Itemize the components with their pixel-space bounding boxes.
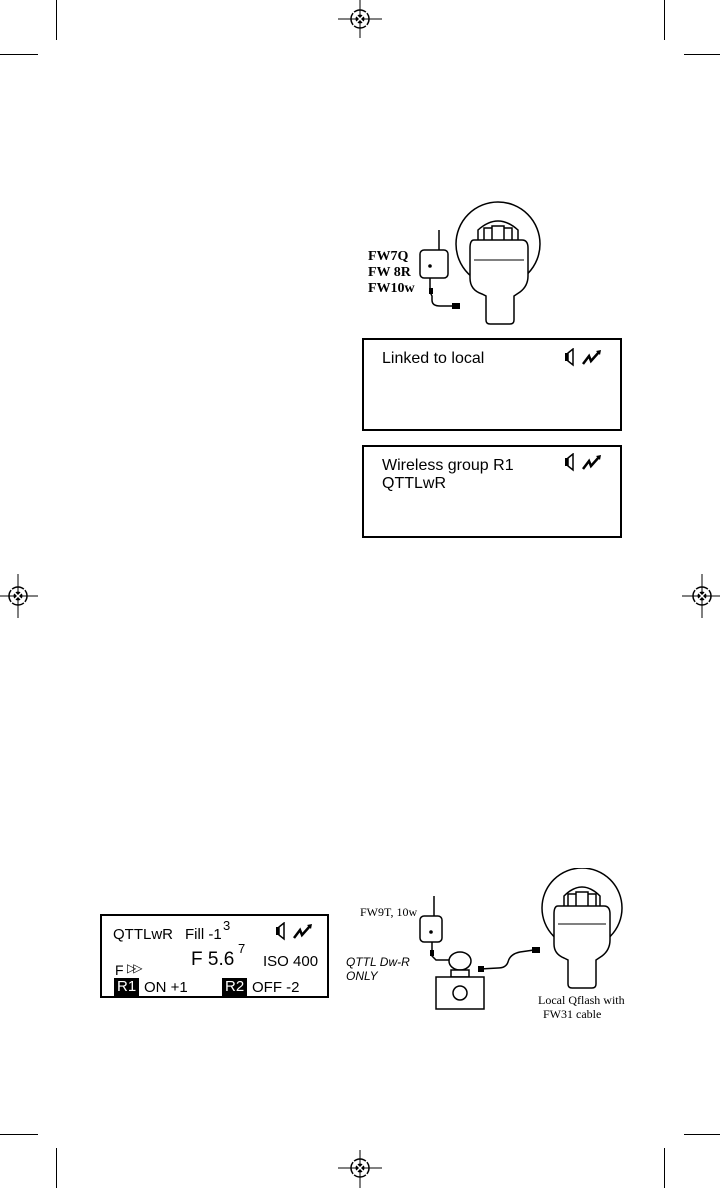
lcd-aperture-superscript: 7 [238, 941, 246, 956]
cable-icon [480, 950, 534, 969]
model-labels [368, 249, 415, 297]
lcd-iso: ISO 400 [263, 953, 319, 970]
flash-bolt-icon [583, 455, 601, 469]
model-label: FW10w [368, 281, 415, 296]
registration-target-bottom [338, 1150, 382, 1188]
speaker-icon [565, 349, 573, 365]
lcd-line-1: Wireless group R1 [382, 457, 514, 474]
registration-target-right [682, 574, 720, 618]
flash-bolt-icon [583, 350, 601, 364]
lcd-status-icons [563, 348, 607, 368]
camera-note-line-2: ONLY [346, 969, 378, 983]
lcd-mode: QTTLwR [113, 926, 173, 943]
lcd-fill: Fill -1 [185, 926, 222, 943]
lcd-group1-tag: R1 [114, 978, 139, 996]
transmitter-label: FW9T, 10w [360, 905, 418, 919]
flash-caption-line-2: FW31 cable [543, 1007, 602, 1021]
lcd-f-arrows-icon: ▷▷ [127, 961, 140, 975]
lcd-panel-qttl [100, 914, 329, 998]
flash-caption-line-1: Local Qflash with [538, 993, 625, 1007]
speaker-icon [276, 923, 284, 939]
lcd-group2-tag: R2 [222, 978, 247, 996]
registration-target-left [0, 574, 38, 618]
lcd-panel-linked [362, 338, 622, 431]
camera-note-line-1: QTTL Dw-R [346, 955, 410, 969]
flash-body-icon [554, 906, 610, 988]
receiver-icon [420, 250, 448, 278]
model-label: FW 8R [368, 265, 411, 280]
flash-body-icon [470, 240, 528, 324]
lcd-panel-wireless [362, 445, 622, 538]
registration-target-top [338, 0, 382, 38]
lcd-line-1: Linked to local [382, 350, 485, 367]
cable-icon [430, 278, 452, 306]
transmitter-icon [420, 916, 442, 942]
lcd-group1-value: ON +1 [144, 979, 188, 996]
lcd-fill-superscript: 3 [223, 918, 231, 933]
lcd-aperture: F 5.6 [191, 949, 235, 970]
speaker-icon [565, 454, 573, 470]
flash-bolt-icon [294, 924, 312, 938]
lcd-status-icons [274, 922, 318, 942]
lcd-line-2: QTTLwR [382, 475, 446, 492]
lcd-f-label: F [115, 962, 124, 978]
receiver-flash-illustration [410, 200, 560, 330]
lcd-status-icons [563, 453, 607, 473]
model-label: FW7Q [368, 249, 409, 264]
lcd-group2-value: OFF -2 [252, 979, 300, 996]
